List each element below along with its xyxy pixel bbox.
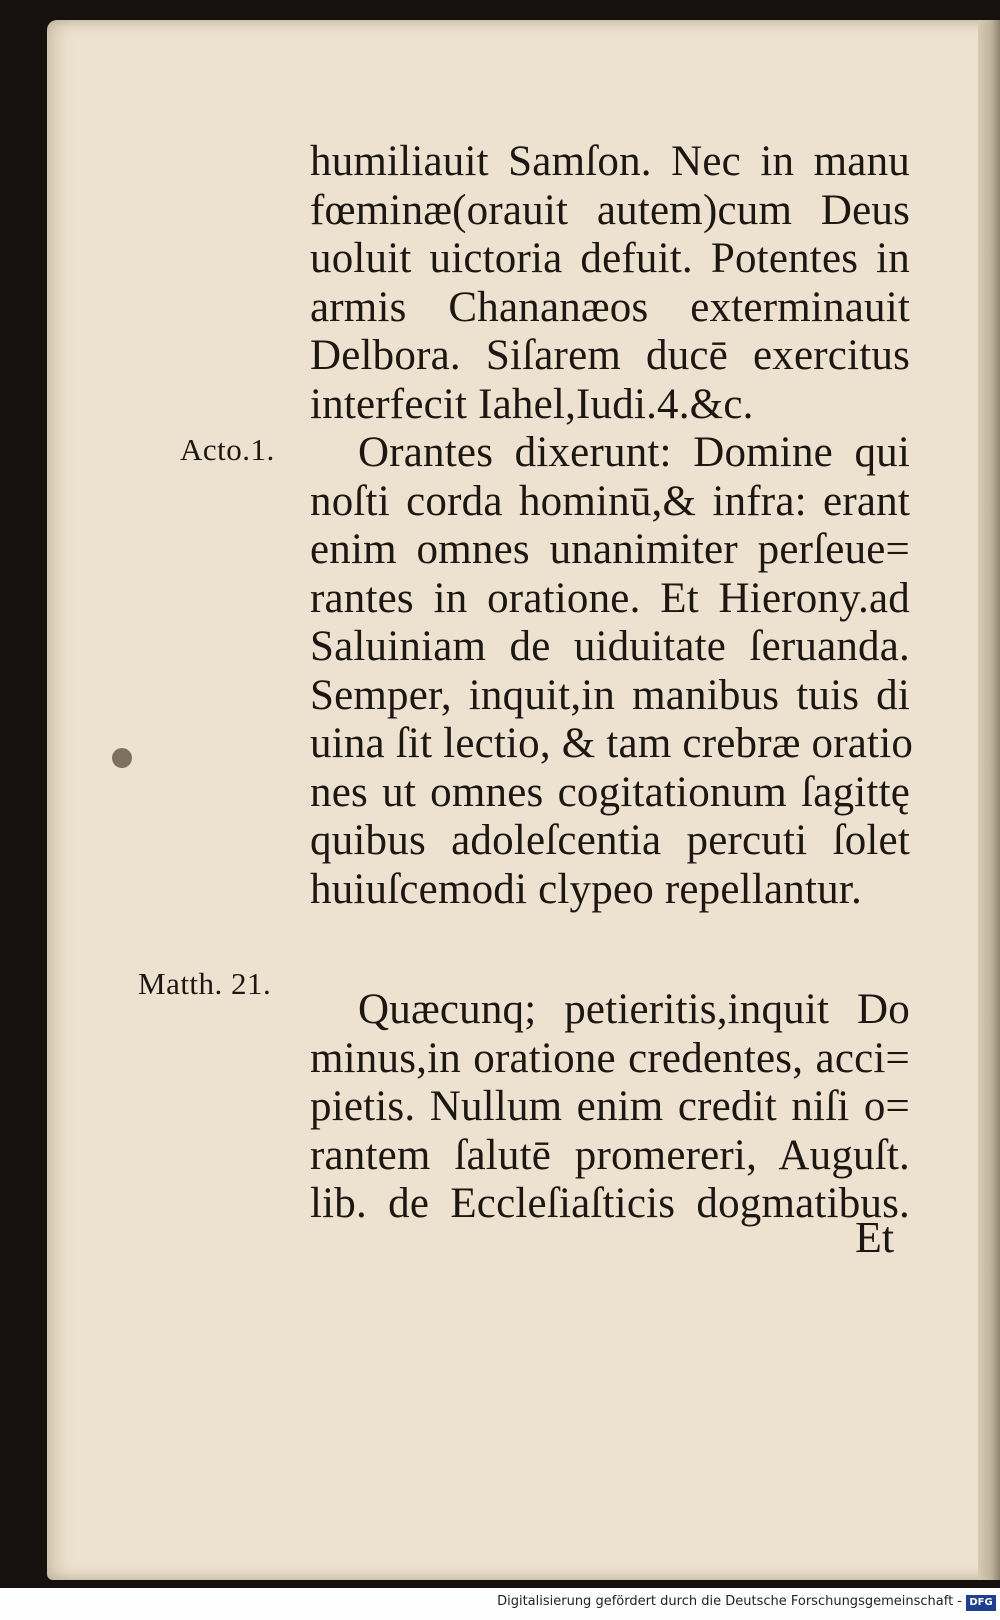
- text-line: humiliauit Samſon. Nec in manu: [310, 138, 910, 185]
- text-line: lib. de Eccleſiaſticis dogmatibus.: [310, 1180, 910, 1227]
- text-line: nes ut omnes cogitationum ſagittę: [310, 768, 910, 816]
- margin-note-acts: Acto.1.: [180, 432, 275, 467]
- text-line: rantes in oratione. Et Hierony.ad: [310, 574, 910, 622]
- dfg-logo-icon: DFG: [966, 1595, 996, 1611]
- text-line: interfecit Iahel,Iudi.4.&c.: [310, 380, 754, 428]
- page-edge-shadow: [978, 20, 1000, 1580]
- text-line: Saluiniam de uiduitate ſeruanda.: [310, 623, 910, 670]
- text-line: quibus adoleſcentia percuti ſolet: [310, 817, 910, 864]
- digitization-footer: [0, 1588, 1000, 1620]
- text-line: Delbora. Siſarem ducē exercitus: [310, 332, 910, 379]
- ink-stain: [112, 748, 132, 768]
- text-line: Quæcunq; petieritis,inquit Do: [358, 986, 910, 1033]
- text-line: armis Chananæos exterminauit: [310, 283, 910, 331]
- catchword: Et: [855, 1213, 895, 1262]
- text-line: fœminæ(orauit autem)cum Deus: [310, 186, 910, 234]
- text-line: noſti corda hominū,& infra: erant: [310, 477, 910, 525]
- text-line: minus,in oratione credentes, acci=: [310, 1034, 910, 1082]
- footer-credit: Digitalisierung gefördert durch die Deutsche Forschungsgemeinschaft -: [497, 1594, 962, 1609]
- text-line: rantem ſalutē promereri, Auguſt.: [310, 1131, 910, 1179]
- text-line: uina ſit lectio, & tam crebræ oratio: [310, 720, 914, 767]
- text-line: uoluit uictoria defuit. Potentes in: [310, 235, 910, 282]
- text-line: enim omnes unanimiter perſeue=: [310, 526, 910, 573]
- text-line: Orantes dixerunt: Domine qui: [358, 429, 910, 476]
- text-line: pietis. Nullum enim credit niſi o=: [310, 1083, 910, 1130]
- margin-note-matthew: Matth. 21.: [138, 966, 272, 1001]
- text-line: huiuſcemodi clypeo repellantur.: [310, 865, 862, 913]
- paragraph-gap: [310, 914, 910, 986]
- main-text-block: [310, 138, 914, 1229]
- text-line: Semper, inquit,in manibus tuis di: [310, 671, 910, 719]
